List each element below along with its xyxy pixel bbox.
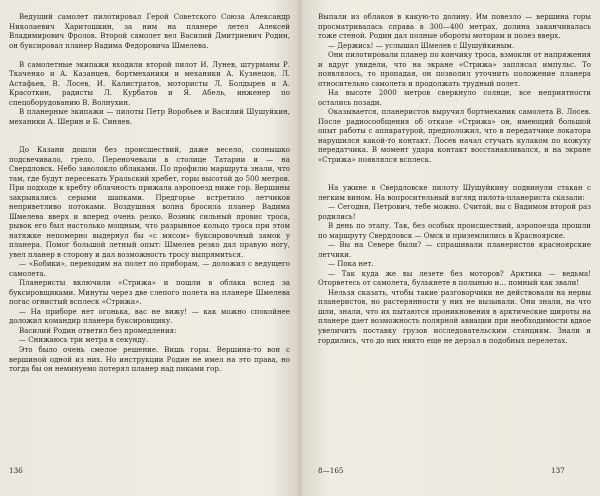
- left-page: [9, 12, 290, 484]
- paragraph: Нельзя сказать, чтобы такие разговорчики не действовали на нервы планеристов, но растерянности у них не вызывали. Они знали, на что шли, знали, что их пытаются проникновения в арктические широты на планере дает возможность полярной авиации при необходимости вдвое увеличить поставку грузов исследовательским станциям. Знали и гордились, что до них никто еще не дерзал в подобных перелетах.: [318, 287, 591, 345]
- paragraph: Они пилотировали планер по кончику троса, взмокли от напряжения и вдруг увидели, что на экране «Стрижа» заплясал импульс. То появлялось, то пропадая, он позволил уточнить положение планера относительно самолета и продолжать трудный полет.: [318, 50, 591, 88]
- paragraph: — Сегодня, Петрович, тебе можно. Считай, вы с Вадимом второй раз родились!: [318, 202, 591, 221]
- paragraph: Оказывается, планеристов выручил бортмеханик самолета В. Лосев. После радиосообщения об отказе «Стрижа» он, имеющий большой опыт работы с аппаратурой, предположил, что в передатчике локатора нарушился какой-то контакт. Лосев начал стучать кулаком по кожуху передатчика. В момент удара контакт восстанавливался, и на экране «Стрижа» появлялся всплеск.: [318, 107, 591, 164]
- paragraph: Планеристы включили «Стрижа» и пошли в облака вслед за буксировщиками. Минуты через две слепого полета на планере Шмелева погас огнистый всплеск «Стрижа».: [9, 278, 290, 307]
- paragraph: На ужине в Свердловске пилоту Шушуйкину подвинули стакан с легким вином. На вопросительный взгляд пилота-планериста сказали:: [318, 183, 591, 202]
- paragraph: Это было очень смелое решение. Вишь горы. Вершина-то вон с вершиной одной из них. Но инструкции Родин не имел на это права, но тогда бы он неминуемо потерял планер над пиками гор.: [9, 345, 290, 374]
- paragraph: — «Бобики», переходим на полет по приборам, — доложил с ведущего самолета.: [9, 259, 290, 278]
- paragraph: — Снижаюсь три метра в секунду.: [19, 335, 149, 345]
- right-page: [318, 12, 591, 484]
- paragraph: Ведущий самолет пилотировал Герой Советского Союза Александр Николаевич Харитошкин, за ним на планере летел Алексей Владимирович Фролов. Второй самолет вел Василий Дмитриевич Родин, он буксировал планер Вадима Федоровича Шмелева.: [9, 12, 290, 50]
- paragraph: До Казани дошли без происшествий, даже весело, солнышко подсвечивало, грело. Переночевали в столице Татарии и — на Свердловск. Небо заволокло облаками. По профилю маршрута знали, что там, где будут пересекать Уральский хребет, горы высотой до 500 метров. При подходе к хребту облачность прижала аэропоезд ниже гор. Вершины закрывались серыми шапками. Предгорье встретило летчиков неприветливо потоками. Воздушная волна бросила планер Вадима Шмелева вверх и вперед очень резко. Возник сильный провис троса, рывок его был настолько мощным, что разрывное кольцо троса при этом натяжке непомерно выдернул бы «с мясом» буксировочный замок у планера. Помог большой летный опыт: Шмелев резко дал правую ногу, увел планер в сторону и дал возможность тросу выпрямиться.: [9, 145, 290, 259]
- paragraph: — Вы на Севере были? — спрашивали планеристов красноярские летчики.: [318, 240, 591, 259]
- paragraph: Выпали из облаков в какую-то долину. Им повезло — вершина горы просматривалась справа в 300—400 метрах, долина заканчивалась тоже стеной. Родин дал полные обороты моторам и полез вверх.: [318, 12, 591, 41]
- paragraph: На высоте 2000 метров сверкнуло солнце, все неприятности остались позади.: [318, 88, 591, 107]
- page-number-right: 137: [551, 466, 565, 475]
- paragraph: Василий Родин ответил без промедления:: [19, 325, 177, 335]
- page-number-left: 136: [9, 466, 23, 475]
- printer-signature: 8—165: [318, 466, 344, 475]
- paragraph: — Держись! — услышал Шмелев с Шушуйкиным.: [328, 40, 515, 50]
- paragraph: В день по этапу. Так, без особых происшествий, аэропоезда прошли по маршруту Свердловск — Омск и приземлились в Красноярске.: [318, 221, 591, 240]
- paragraph: — Так куда же вы лезете без моторов? Арктика — ведьма! Оторветесь от самолета, булькнете в полынью и... помный как звали!: [318, 268, 591, 288]
- paragraph: В планерные экипажи — пилоты Петр Воробьев и Василий Шушуйкин, механики А. Шерин и Б. Синяев.: [9, 107, 290, 126]
- paragraph: — На приборе нет огонька, вас не вижу! — как можно спокойнее доложил командир планера буксировщику.: [9, 306, 290, 326]
- paragraph: В самолетные экипажи входили второй пилот И. Лунев, штурманы Р. Ткаченко и А. Казанцев, бортмеханики и механики А. Кузнецов, Л. Астафьев, В. Лосев, И. Калистратов, мотористы Л. Болдырев и А. Красоткин, радисты Л. Курбатов и Я. Абель, инженер по спецоборудованию В. Волнухин.: [9, 59, 290, 107]
- paragraph: — Пока нет.: [328, 259, 374, 269]
